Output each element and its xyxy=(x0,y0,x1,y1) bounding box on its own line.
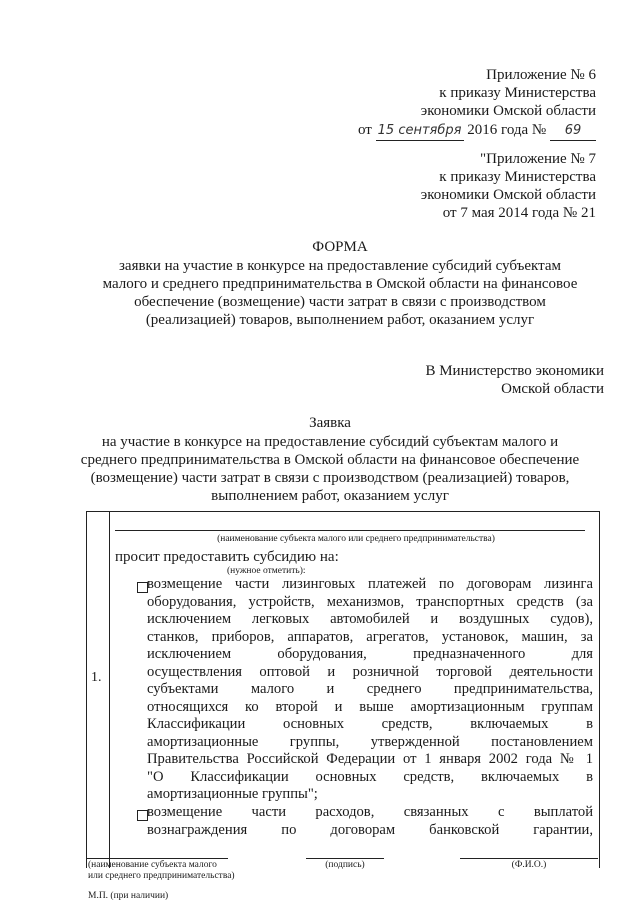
addressee-line1: В Министерство экономики xyxy=(425,363,604,379)
subject-name-caption: (наименование субъекта малого или среднего предпринимательства) xyxy=(217,534,495,544)
option1-line: осуществления оптовой и розничной торговой деятельности xyxy=(147,663,593,680)
footer-name-line[interactable] xyxy=(460,858,598,859)
option1-line: исключением легковых автомобилей и воздушных судов), xyxy=(147,611,593,627)
row-number: 1. xyxy=(91,670,102,685)
option1-line: Классификации основных средств, включаемых в xyxy=(147,716,593,732)
appendix6-line1: Приложение № 6 xyxy=(486,67,596,83)
appendix7-line2: к приказу Министерства xyxy=(439,169,596,185)
appendix6-number-handwritten: 69 xyxy=(550,122,596,141)
request-text: просит предоставить субсидию на: xyxy=(115,549,339,565)
table-column-divider xyxy=(109,512,110,868)
subject-name-field[interactable] xyxy=(115,530,585,531)
form-title: ФОРМА xyxy=(312,239,368,255)
form-header-line2: малого и среднего предпринимательства в Омской области на финансовое xyxy=(102,276,578,292)
footer-subject-line[interactable] xyxy=(86,858,228,859)
option1-line: субъектами малого и среднего предпринимательства, xyxy=(147,681,593,697)
mark-note: (нужное отметить): xyxy=(227,566,306,576)
appendix6-date-handwritten: 15 сентября xyxy=(376,122,464,141)
form-header-line3: обеспечение (возмещение) части затрат в связи с производством xyxy=(134,294,546,310)
option1-line: Правительства Российской Федерации от 1 января 2002 года № 1 xyxy=(147,751,593,767)
application-line4: выполнением работ, оказанием услуг xyxy=(211,488,449,504)
appendix6-date-line xyxy=(296,121,596,141)
application-title: Заявка xyxy=(309,415,351,431)
option2-line: возмещение части расходов, связанных с выплатой xyxy=(147,804,593,820)
appendix6-line2: к приказу Министерства xyxy=(439,85,596,101)
appendix6-from: от xyxy=(357,122,372,138)
appendix6-line3: экономики Омской области xyxy=(420,103,596,119)
addressee-line2: Омской области xyxy=(501,381,604,397)
footer-stamp-caption: М.П. (при наличии) xyxy=(88,891,169,901)
option1-line: "О Классификации основных средств, включаемых в xyxy=(147,768,593,785)
option2-line: вознаграждения по договорам банковской гарантии, xyxy=(147,821,593,838)
option1-line: оборудования, устройств, механизмов, транспортных средств (за xyxy=(147,593,593,610)
footer-name-caption: (Ф.И.О.) xyxy=(511,860,547,870)
appendix7-block xyxy=(296,150,596,222)
option1-line: амортизационные группы, утвержденной постановлением xyxy=(147,733,593,750)
addressee xyxy=(304,362,604,398)
form-header-line1: заявки на участие в конкурсе на предоставление субсидий субъектам xyxy=(118,258,562,274)
application-line3: (возмещение) части затрат в связи с производством (реализацией) товаров, xyxy=(90,470,570,486)
option2-text xyxy=(147,804,593,839)
footer-signature-line[interactable] xyxy=(306,858,384,859)
appendix6-block xyxy=(296,66,596,141)
footer-subject-caption-line2: или среднего предпринимательства) xyxy=(88,871,235,881)
appendix6-year: 2016 года № xyxy=(467,122,547,138)
form-header-line4: (реализацией) товаров, выполнением работ, оказанием услуг xyxy=(145,312,535,328)
option1-line: относящихся ко второй и выше амортизационным группам xyxy=(147,698,593,715)
appendix7-line1: "Приложение № 7 xyxy=(480,151,596,167)
option1-line: станков, приборов, аппаратов, агрегатов, установок, машин, за xyxy=(147,628,593,645)
option1-line: возмещение части лизинговых платежей по договорам лизинга xyxy=(147,576,593,592)
appendix7-line4: от 7 мая 2014 года № 21 xyxy=(442,205,596,221)
form-header xyxy=(60,238,620,329)
option1-text xyxy=(147,576,593,804)
appendix7-line3: экономики Омской области xyxy=(420,187,596,203)
option1-line: исключением оборудования, предназначенного для xyxy=(147,646,593,662)
application-header xyxy=(40,414,620,505)
application-line1: на участие в конкурсе на предоставление субсидий субъектам малого и xyxy=(101,434,559,450)
footer-signature-caption: (подпись) xyxy=(325,860,365,870)
application-line2: среднего предпринимательства в Омской области на финансовое обеспечение xyxy=(80,452,580,468)
footer-subject-caption-line1: (наименование субъекта малого xyxy=(88,860,217,870)
application-table xyxy=(86,511,600,868)
footer-subject-caption xyxy=(88,860,235,882)
option1-line: амортизационные группы"; xyxy=(147,786,318,802)
